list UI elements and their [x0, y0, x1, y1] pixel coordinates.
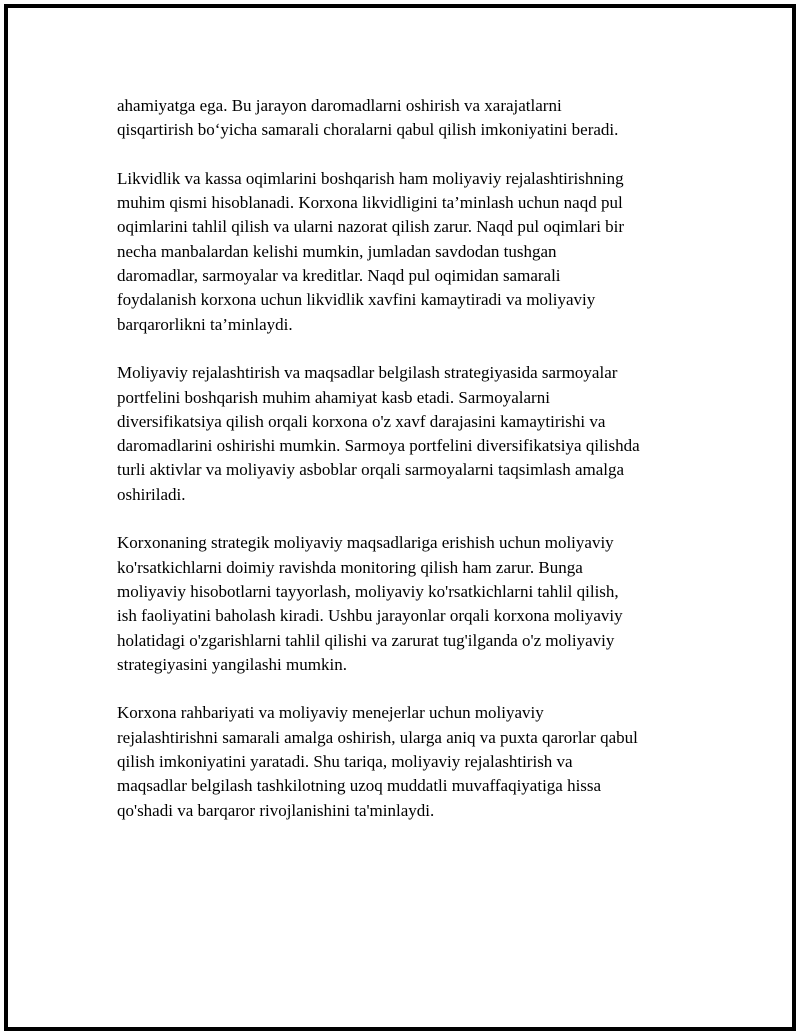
paragraph-4: Korxonaning strategik moliyaviy maqsadlariga erishish uchun moliyaviy ko'rsatkichlarni doimiy ravishda monitoring qilish ham zarur. Bunga moliyaviy hisobotlarni tayyorlash, moliyaviy ko'rsatkichlarni tahlil qilish, ish faoliyatini baholash kiradi. Ushbu jarayonlar orqali korxona moliyaviy holatidagi o'zgarishlarni tahlil qilishi va zarurat tug'ilganda o'z moliyaviy strategiyasini yangilashi mumkin. [117, 533, 623, 674]
document-body [117, 94, 707, 847]
paragraph-1: ahamiyatga ega. Bu jarayon daromadlarni oshirish va xarajatlarni qisqartirish bo‘yicha samarali choralarni qabul qilish imkoniyatini beradi. [117, 96, 619, 140]
paragraph-5: Korxona rahbariyati va moliyaviy menejerlar uchun moliyaviy rejalashtirishni samarali amalga oshirish, ularga aniq va puxta qarorlar qabul qilish imkoniyatini yaratadi. Shu tariqa, moliyaviy rejalashtirish va maqsadlar belgilash tashkilotning uzoq muddatli muvaffaqiyatiga hissa qo'shadi va barqaror rivojlanishini ta'minlaydi. [117, 703, 638, 820]
paragraph-3: Moliyaviy rejalashtirish va maqsadlar belgilash strategiyasida sarmoyalar portfelini boshqarish muhim ahamiyat kasb etadi. Sarmoyalarni diversifikatsiya qilish orqali korxona o'z xavf darajasini kamaytirishi va daromadlarini oshirishi mumkin. Sarmoya portfelini diversifikatsiya qilishda turli aktivlar va moliyaviy asboblar orqali sarmoyalarni taqsimlash amalga oshiriladi. [117, 363, 640, 504]
paragraph-2: Likvidlik va kassa oqimlarini boshqarish ham moliyaviy rejalashtirishning muhim qismi hisoblanadi. Korxona likvidligini ta’minlash uchun naqd pul oqimlarini tahlil qilish va ularni nazorat qilish zarur. Naqd pul oqimlari bir necha manbalardan kelishi mumkin, jumladan savdodan tushgan daromadlar, sarmoyalar va kreditlar. Naqd pul oqimidan samarali foydalanish korxona uchun likvidlik xavfini kamaytiradi va moliyaviy barqarorlikni ta’minlaydi. [117, 168, 625, 334]
